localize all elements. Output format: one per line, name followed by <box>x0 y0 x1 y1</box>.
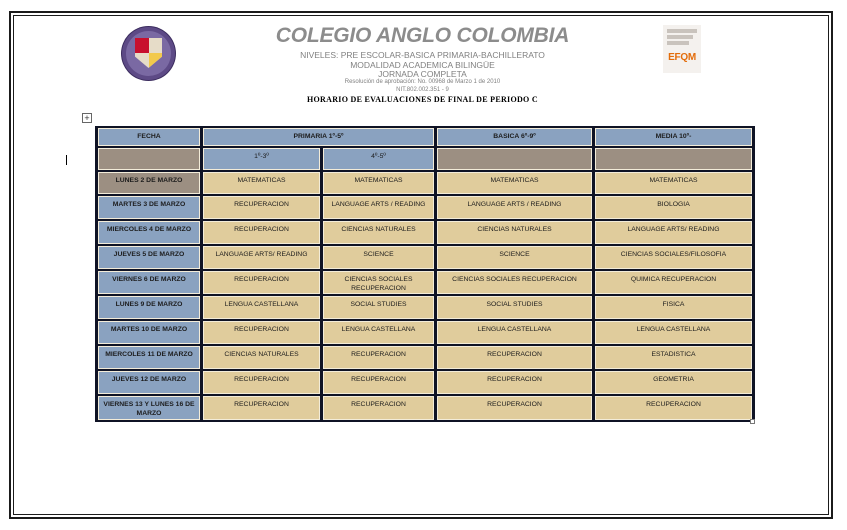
primaria-4-5-cell: MATEMATICAS <box>323 172 434 194</box>
primaria-1-3-cell: RECUPERACION <box>203 371 320 394</box>
subheader-empty <box>98 148 200 170</box>
header-fecha: FECHA <box>98 128 200 146</box>
table-row <box>98 346 752 369</box>
subheader-empty <box>437 148 592 170</box>
date-cell: JUEVES 12 DE MARZO <box>98 371 200 394</box>
date-cell: MIERCOLES 11 DE MARZO <box>98 346 200 369</box>
primaria-4-5-cell: RECUPERACION <box>323 396 434 420</box>
basica-cell: SCIENCE <box>437 246 592 269</box>
primaria-1-3-cell: RECUPERACION <box>203 396 320 420</box>
media-cell: ESTADISTICA <box>595 346 752 369</box>
subheader-empty <box>595 148 752 170</box>
media-cell: FISICA <box>595 296 752 319</box>
table-row <box>98 172 752 194</box>
basica-cell: CIENCIAS SOCIALES RECUPERACION <box>437 271 592 294</box>
table-row <box>98 196 752 219</box>
table-row <box>98 271 752 294</box>
efqm-logo <box>663 25 701 73</box>
date-cell: LUNES 9 DE MARZO <box>98 296 200 319</box>
media-cell: GEOMETRIA <box>595 371 752 394</box>
basica-cell: SOCIAL STUDIES <box>437 296 592 319</box>
efqm-bar <box>667 41 689 45</box>
header-media: MEDIA 10º- <box>595 128 752 146</box>
table-row <box>98 296 752 319</box>
subheader-primaria-1-3: 1º-3º <box>203 148 320 170</box>
header-primaria: PRIMARIA 1º-5º <box>203 128 434 146</box>
media-cell: BIOLOGIA <box>595 196 752 219</box>
table-row <box>98 396 752 420</box>
primaria-1-3-cell: RECUPERACION <box>203 196 320 219</box>
media-cell: RECUPERACION <box>595 396 752 420</box>
primaria-1-3-cell: MATEMATICAS <box>203 172 320 194</box>
school-levels: NIVELES: PRE ESCOLAR-BASICA PRIMARIA-BACHILLERATO <box>300 50 545 60</box>
date-cell: VIERNES 13 Y LUNES 16 DE MARZO <box>98 396 200 420</box>
media-cell: CIENCIAS SOCIALES/FILOSOFIA <box>595 246 752 269</box>
resolution-text: Resolución de aprobación: No. 00968 de Marzo 1 de 2010 <box>344 79 501 85</box>
primaria-4-5-cell: RECUPERACION <box>323 346 434 369</box>
primaria-4-5-cell: LENGUA CASTELLANA <box>323 321 434 344</box>
document-title: HORARIO DE EVALUACIONES DE FINAL DE PERIODO C <box>307 95 538 104</box>
primaria-1-3-cell: LANGUAGE ARTS/ READING <box>203 246 320 269</box>
media-cell: QUIMICA RECUPERACION <box>595 271 752 294</box>
subheader-primaria-4-5: 4º-5º <box>323 148 434 170</box>
media-cell: MATEMATICAS <box>595 172 752 194</box>
primaria-1-3-cell: RECUPERACION <box>203 321 320 344</box>
primaria-4-5-cell: CIENCIAS SOCIALES RECUPERACION <box>323 271 434 294</box>
media-cell: LANGUAGE ARTS/ READING <box>595 221 752 244</box>
primaria-4-5-cell: LANGUAGE ARTS / READING <box>323 196 434 219</box>
table-row <box>98 371 752 394</box>
efqm-logo-text: EFQM <box>668 52 696 63</box>
primaria-4-5-cell: SCIENCE <box>323 246 434 269</box>
primaria-4-5-cell: RECUPERACION <box>323 371 434 394</box>
media-cell: LENGUA CASTELLANA <box>595 321 752 344</box>
primaria-1-3-cell: CIENCIAS NATURALES <box>203 346 320 369</box>
table-move-handle-icon[interactable]: + <box>82 113 92 123</box>
school-crest-logo <box>122 27 175 80</box>
exam-schedule-table <box>95 126 755 422</box>
basica-cell: LANGUAGE ARTS / READING <box>437 196 592 219</box>
efqm-bar <box>667 35 693 39</box>
nit-text: NIT.802.002.351 - 9 <box>396 87 449 93</box>
date-cell: MIERCOLES 4 DE MARZO <box>98 221 200 244</box>
table-row <box>98 246 752 269</box>
primaria-4-5-cell: SOCIAL STUDIES <box>323 296 434 319</box>
date-cell: MARTES 3 DE MARZO <box>98 196 200 219</box>
text-cursor <box>66 155 67 165</box>
table-resize-handle[interactable] <box>750 419 755 424</box>
primaria-1-3-cell: RECUPERACION <box>203 271 320 294</box>
table-row <box>98 321 752 344</box>
date-cell: VIERNES 6 DE MARZO <box>98 271 200 294</box>
table-header-row <box>98 128 752 146</box>
crest-shield-red <box>135 38 149 53</box>
basica-cell: RECUPERACION <box>437 371 592 394</box>
primaria-1-3-cell: LENGUA CASTELLANA <box>203 296 320 319</box>
table-subheader-row <box>98 148 752 170</box>
basica-cell: RECUPERACION <box>437 396 592 420</box>
school-modality: MODALIDAD ACADEMICA BILINGÜE <box>350 60 495 70</box>
primaria-1-3-cell: RECUPERACION <box>203 221 320 244</box>
table-row <box>98 221 752 244</box>
school-name: COLEGIO ANGLO COLOMBIA <box>275 24 570 47</box>
primaria-4-5-cell: CIENCIAS NATURALES <box>323 221 434 244</box>
efqm-bar <box>667 29 697 33</box>
basica-cell: CIENCIAS NATURALES <box>437 221 592 244</box>
date-cell: LUNES 2 DE MARZO <box>98 172 200 194</box>
school-schedule-type: JORNADA COMPLETA <box>378 69 467 79</box>
header-basica: BASICA 6º-9º <box>437 128 592 146</box>
basica-cell: RECUPERACION <box>437 346 592 369</box>
basica-cell: MATEMATICAS <box>437 172 592 194</box>
basica-cell: LENGUA CASTELLANA <box>437 321 592 344</box>
date-cell: JUEVES 5 DE MARZO <box>98 246 200 269</box>
date-cell: MARTES 10 DE MARZO <box>98 321 200 344</box>
